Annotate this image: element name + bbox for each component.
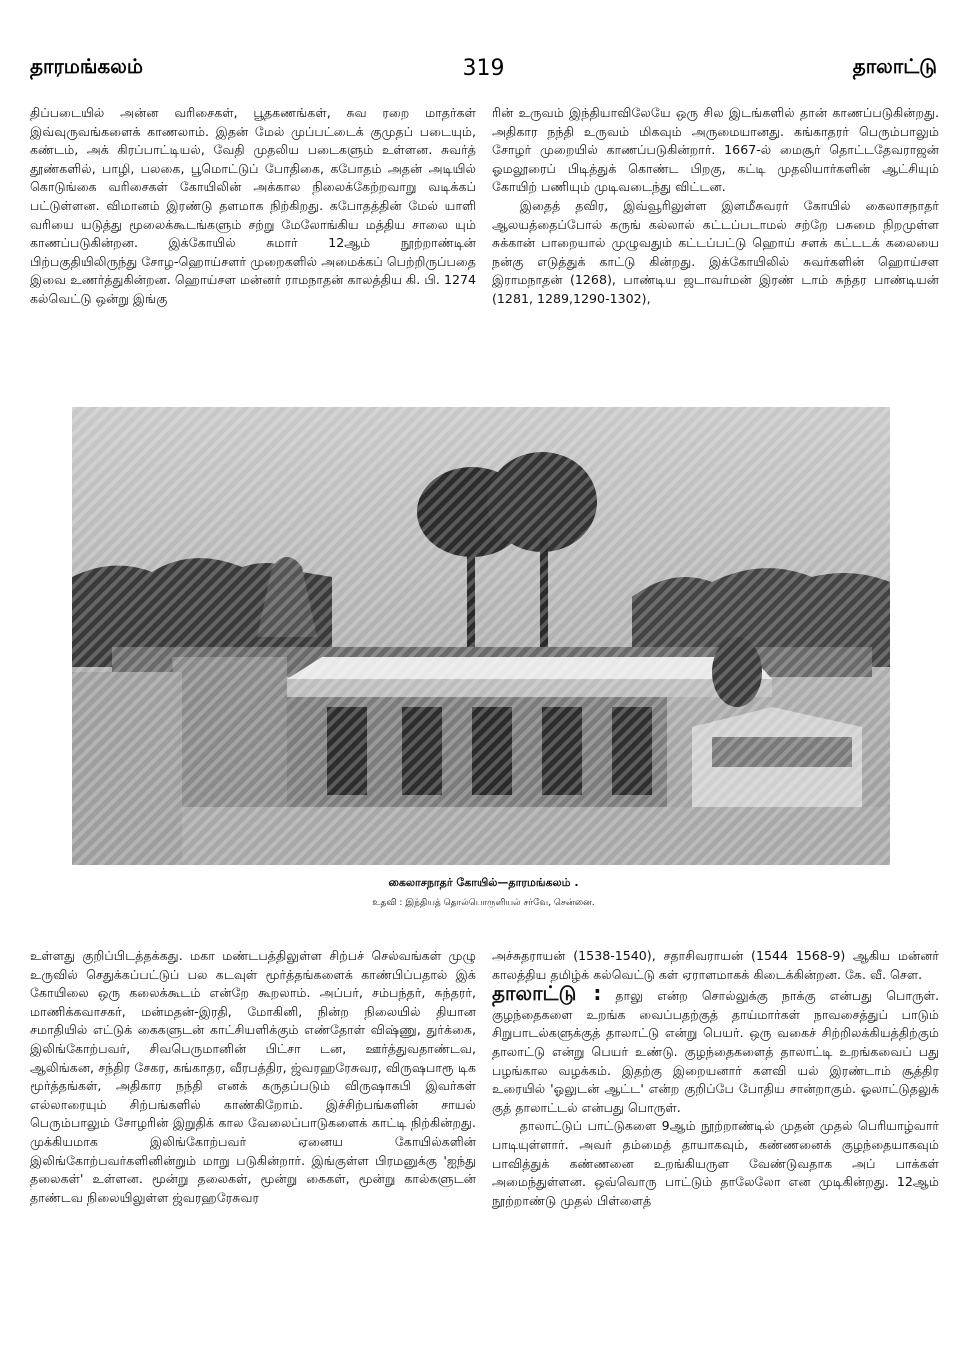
running-head-left: தாரமங்கலம்	[30, 54, 143, 78]
temple-photograph	[72, 407, 890, 865]
paragraph: தாலாட்டுப் பாட்டுகளை 9ஆம் நூற்றாண்டில் முதன் முதல் பெரியாழ்வார் பாடியுள்ளார். அவர் தம்மைத் தாயாகவும், கண்ணனைக் குழந்தையாகவும் பாவித்துக் கண்ணனை உறங்கியருள வேண்டுவதாக அப் பாக்கள் அமைந்துள்ளன. ஒவ்வொரு பாட்டும் தாலேலோ என முடிகின்றது. 12ஆம் நூற்றாண்டு முதல் பிள்ளைத்	[492, 1118, 939, 1208]
running-head-right: தாலாட்டு	[852, 54, 937, 78]
bottom-left-column	[30, 947, 476, 1207]
top-left-column	[30, 104, 476, 309]
figure-credit: உதவி : இந்தியத் தொல்பொருளியல் சர்வே, சென்னை.	[372, 898, 595, 908]
bottom-right-column	[492, 947, 939, 1210]
entry-paragraph	[492, 981, 939, 1117]
page-number: 319	[462, 56, 505, 81]
top-right-column	[492, 104, 939, 309]
paragraph: அச்சுதராயன் (1538-1540), சதாசிவராயன் (1544 1568-9) ஆகிய மன்னர் காலத்திய தமிழ்க் கல்வெட்டு கள் ஏராளமாகக் கிடைக்கின்றன. கே. வீ. செள.	[492, 948, 939, 982]
paragraph: உள்ளது குறிப்பிடத்தக்கது. மகா மண்டபத்திலுள்ள சிற்பச் செல்வங்கள் முழு உருவில் செதுக்கப்பட்டுப் பல கடவுள் மூர்த்தங்களைக் காண்பிப்பதால் இக் கோயிலை ஒரு கலைக்கூடம் என்றே கூறலாம். அப்பர், சம்பந்தர், சுந்தரர், மாணிக்கவாசகர், மன்மதன்-இரதி, மோகினி, நின்ற நிலையில் தியான சமாதியில் எட்டுக் கைகளுடன் காட்சியளிக்கும் எண்தோள் விஷ்ணு, துர்க்கை, இலிங்கோற்பவர், சிவபெருமானின் பிட்சா டன, ஊர்த்துவதாண்டவ, ஆலிங்கன, சந்திர சேகர, கங்காதர, வீரபத்திர, ஜ்வரஹரேசுவர, விருஷபாரூ டிக மூர்த்தங்கள், அதிகார நந்தி எனக் கருதப்படும் விருஷாகபி இவர்கள் எல்லாரையும் சிற்பங்களில் காண்கிறோம். இச்சிற்பங்களின் சாயல் பெரும்பாலும் சோழரின் இறுதிக் கால வேலைப்பாடுகளைக் காட்டி நிற்கின்றது. முக்கியமாக இலிங்கோற்பவர் ஏனைய கோயில்களின் இலிங்கோற்பவர்களினின்றும் மாறு படுகின்றார். இங்குள்ள பிரமனுக்கு 'ஐந்து தலைகள்' உள்ளன. மூன்று தலைகள், மூன்று கைகள், மூன்று கால்களுடன் தாண்டவ நிலையிலுள்ள ஜ்வரஹரேசுவர	[30, 948, 476, 1205]
paragraph: இதைத் தவிர, இவ்வூரிலுள்ள இளமீசுவரர் கோயில் கைலாசநாதர் ஆலயத்தைப்போல் கருங் கல்லால் கட்டப்படாமல் சற்றே பசுமை நிறமுள்ள சுக்கான் பாறையால் முழுவதும் கட்டப்பட்டு ஹொய் சளக் கட்டடக் கலையை நன்கு எடுத்துக் காட்டு கின்றது. இக்கோயிலில் சுவர்களின் ஹொய்சள இராமநாதன் (1268), பாண்டிய ஜடாவர்மன் இரண் டாம் சுந்தர பாண்டியன் (1281, 1289,1290-1302),	[492, 197, 939, 306]
paragraph: திப்படையில் அன்ன வரிசைகள், பூதகணங்கள், சுவ ரறை மாதர்கள் இவ்வுருவங்களைக் காணலாம். இதன் மேல் முப்பட்டைக் குமுதப் படையும், கண்டம், அக் கிரப்பாட்டியல், வேதி முதலிய படைகளும் உள்ளன. சுவர்த் தூண்களில், பாழி, பலகை, பூமொட்டுப் போதிகை, கபோதம் அதன் அடியில் கொடுங்கை வரிசைகள் கோயிலின் அக்கால நிலைக்கேற்றவாறு வடிக்கப் பட்டுள்ளன. விமானம் இரண்டு தளமாக நிற்கிறது. கபோதத்தின் மேல் யாளி வரியை யடுத்து மூலைக்கூடங்களும் சற்று மேலோங்கிய மத்திய சாலை யும் காணப்படுகின்றன. இக்கோயில் சுமார் 12ஆம் நூற்றாண்டின் பிற்பகுதியிலிருந்து சோழ-ஹொய்சளர் முறைகளில் அமைக்கப் பெற்றிருப்பதை இவை உணர்த்துகின்றன. ஹொய்சள மன்னர் ராமநாதன் காலத்திய கி. பி. 1274 கல்வெட்டு ஒன்று இங்கு	[30, 105, 476, 306]
entry-text: தாலு என்ற சொல்லுக்கு நாக்கு என்பது பொருள். குழந்தைகளை உறங்க வைப்பதற்குத் தாய்மார்கள் நாவசைத்துப் பாடும் சிறுபாடல்களுக்குத் தாலாட்டு என்று பெயர். ஒரு வகைச் சிற்றிலக்கியத்திற்கும் தாலாட்டு என்று பெயர் உண்டு. குழந்தைகளைத் தாலாட்டி உறங்கவைப் பது பழங்கால வழக்கம். இதற்கு இறையனார் களவி யல் இரண்டாம் சூத்திர உரையில் 'ஓலுடன் ஆட்ட' என்ற குறிப்பே போதிய சான்றாகும். ஓலாட்டுதலுக் குத் தாலாட்டல் என்பது பொருள்.	[492, 988, 939, 1115]
figure-caption: கைலாசநாதர் கோயில்—தாரமங்கலம் .	[388, 876, 579, 889]
entry-heading: தாலாட்டு :	[492, 981, 602, 1006]
paragraph: ரின் உருவம் இந்தியாவிலேயே ஒரு சில இடங்களில் தான் காணப்படுகின்றது. அதிகார நந்தி உருவம் மிகவும் அருமையானது. கங்காதரர் பெரும்பாலும் சோழர் முறையில் காணப்படுகின்றார். 1667-ல் மைசூர் தொட்டதேவராஜன் ஓமலூரைப் பிடித்துக் கொண்ட பிறகு, கட்டி முதலியார்களின் ஆட்சியும் கோயிற் பணியும் முடிவடைந்து விட்டன.	[492, 105, 939, 195]
